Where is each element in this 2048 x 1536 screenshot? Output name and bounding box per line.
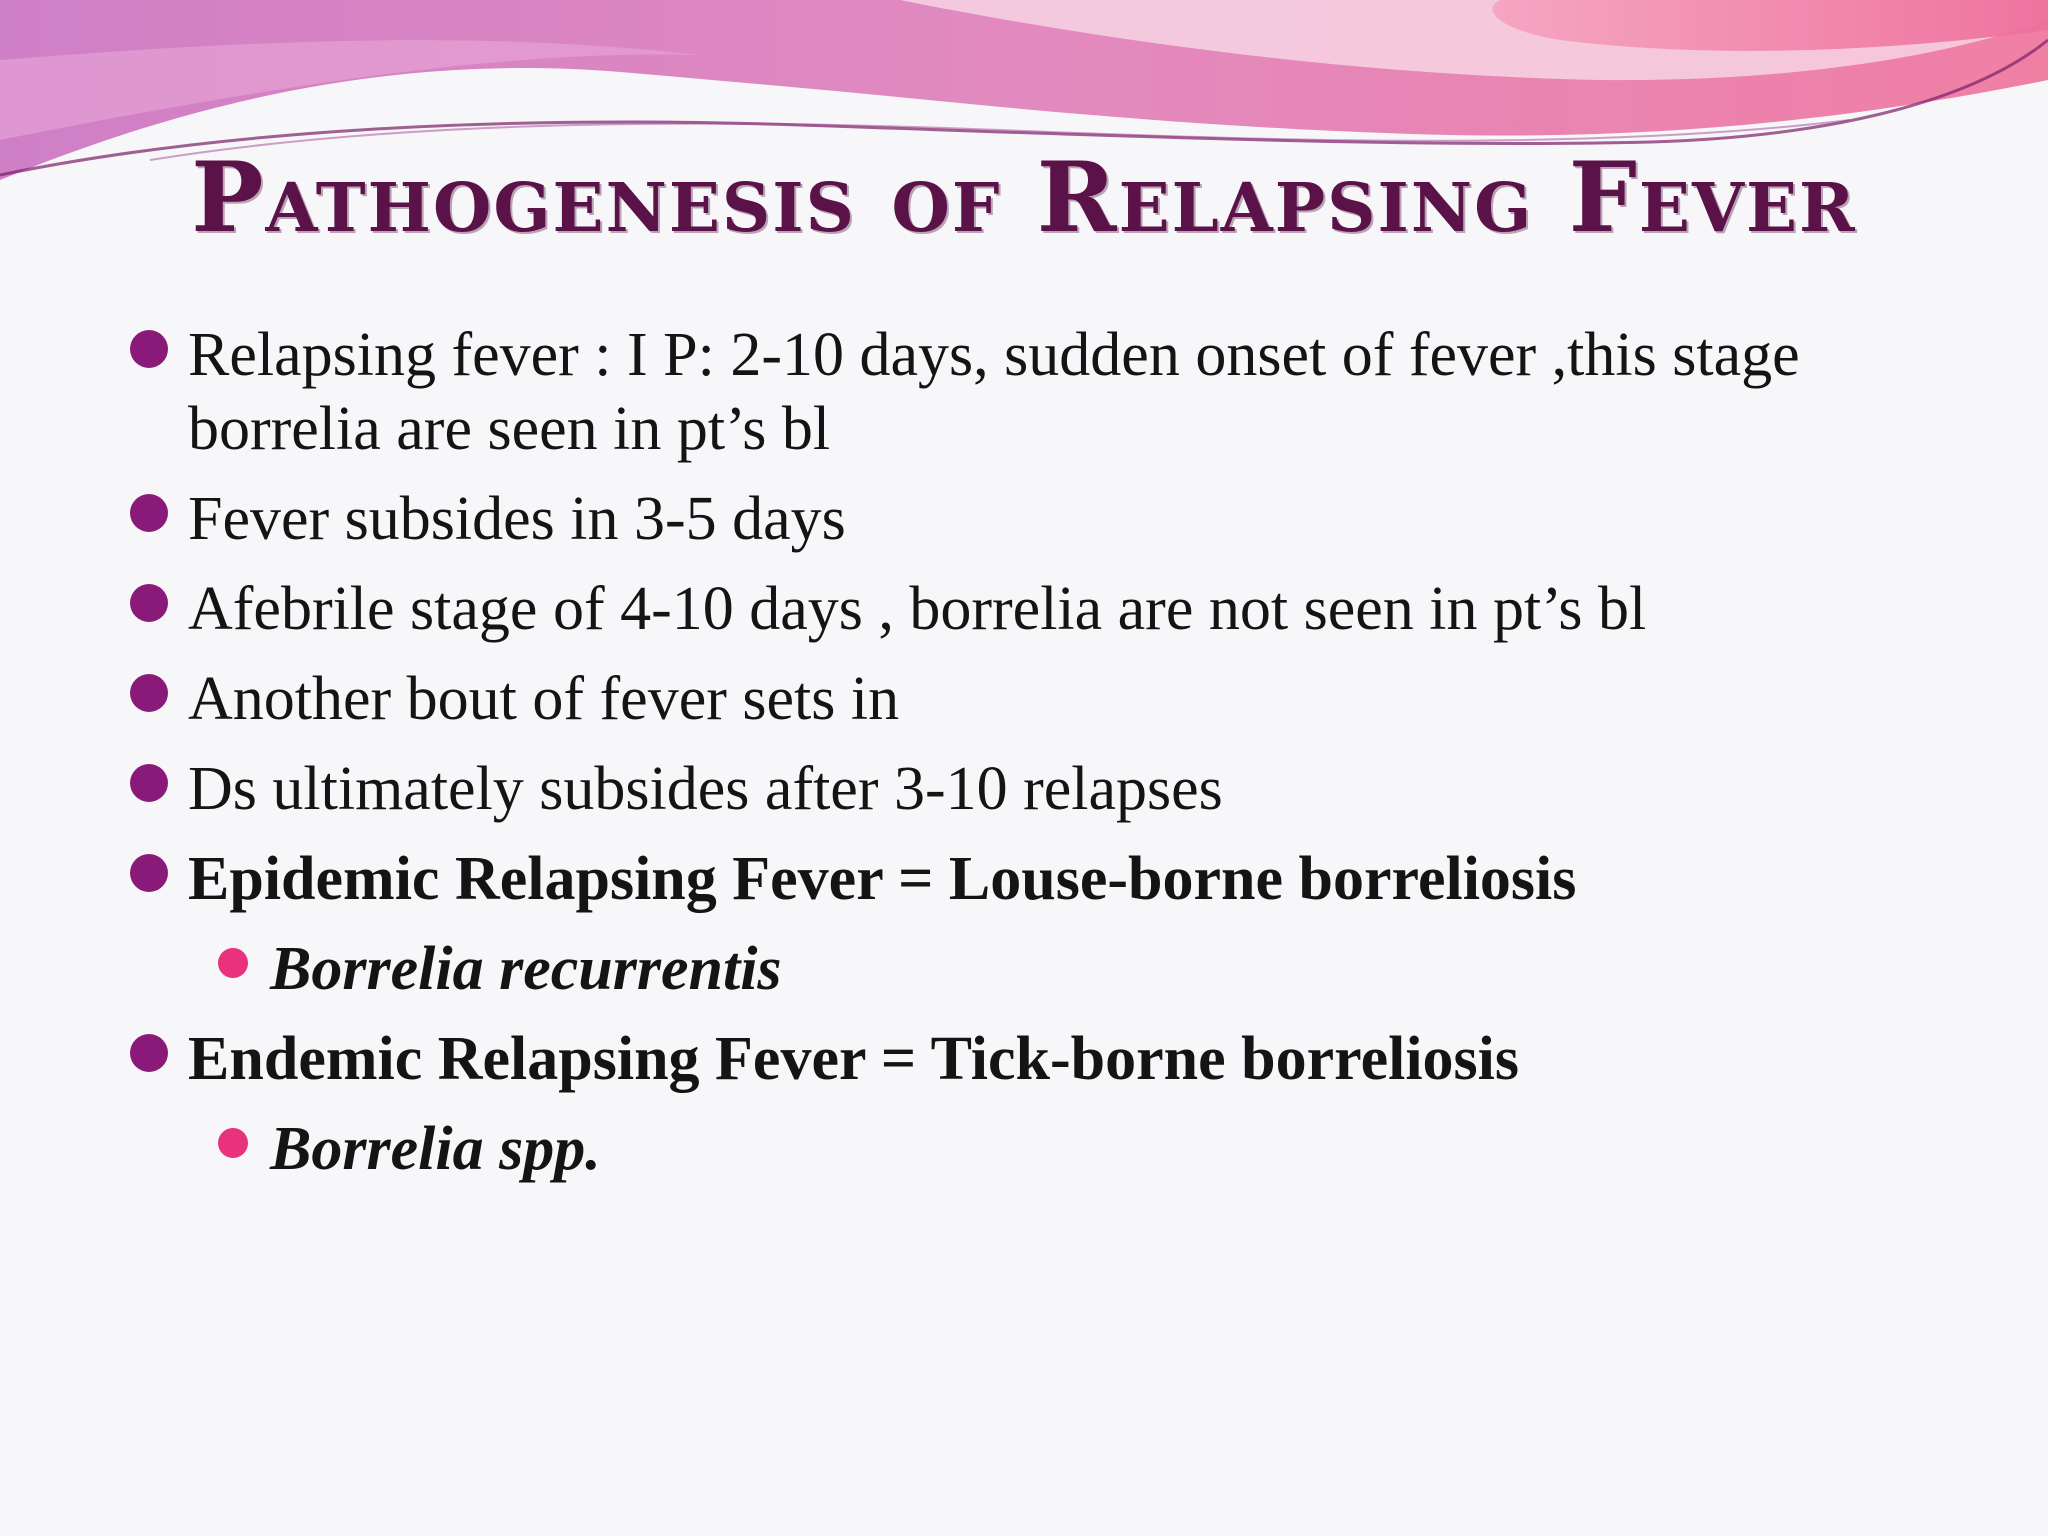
bullet-text: Afebrile stage of 4-10 days , borrelia are not seen in pt’s bl bbox=[188, 575, 1647, 643]
bullet-dot-icon bbox=[130, 330, 168, 368]
bullet-list bbox=[130, 318, 1930, 1202]
bullet-item-endemic bbox=[130, 1022, 1930, 1096]
bullet-dot-icon bbox=[130, 1034, 168, 1072]
bullet-dot-icon bbox=[130, 854, 168, 892]
sub-bullet-text: Borrelia spp. bbox=[270, 1115, 601, 1183]
bullet-item bbox=[130, 662, 1930, 736]
bullet-text: Fever subsides in 3-5 days bbox=[188, 485, 846, 553]
sub-bullet-item bbox=[130, 1112, 1930, 1186]
bullet-dot-icon bbox=[130, 584, 168, 622]
bullet-item bbox=[130, 318, 1930, 466]
bullet-text: Another bout of fever sets in bbox=[188, 665, 900, 733]
bullet-text: Relapsing fever : I P: 2-10 days, sudden onset of fever ,this stage borrelia are seen in pt’s bl bbox=[188, 321, 1800, 463]
slide-title: Pathogenesis of Relapsing Fever bbox=[191, 141, 1857, 254]
bullet-dot-icon bbox=[130, 764, 168, 802]
sub-bullet-dot-icon bbox=[218, 1128, 248, 1158]
bullet-item bbox=[130, 752, 1930, 826]
sub-bullet-text: Borrelia recurrentis bbox=[270, 935, 782, 1003]
bullet-dot-icon bbox=[130, 674, 168, 712]
bullet-item-epidemic bbox=[130, 842, 1930, 916]
bullet-item bbox=[130, 572, 1930, 646]
bullet-text: Epidemic Relapsing Fever = Louse-borne borreliosis bbox=[188, 845, 1577, 913]
sub-bullet-item bbox=[130, 932, 1930, 1006]
bullet-item bbox=[130, 482, 1930, 556]
sub-bullet-dot-icon bbox=[218, 948, 248, 978]
bullet-text: Endemic Relapsing Fever = Tick-borne borreliosis bbox=[188, 1025, 1520, 1093]
bullet-dot-icon bbox=[130, 494, 168, 532]
bullet-text: Ds ultimately subsides after 3-10 relapses bbox=[188, 755, 1223, 823]
